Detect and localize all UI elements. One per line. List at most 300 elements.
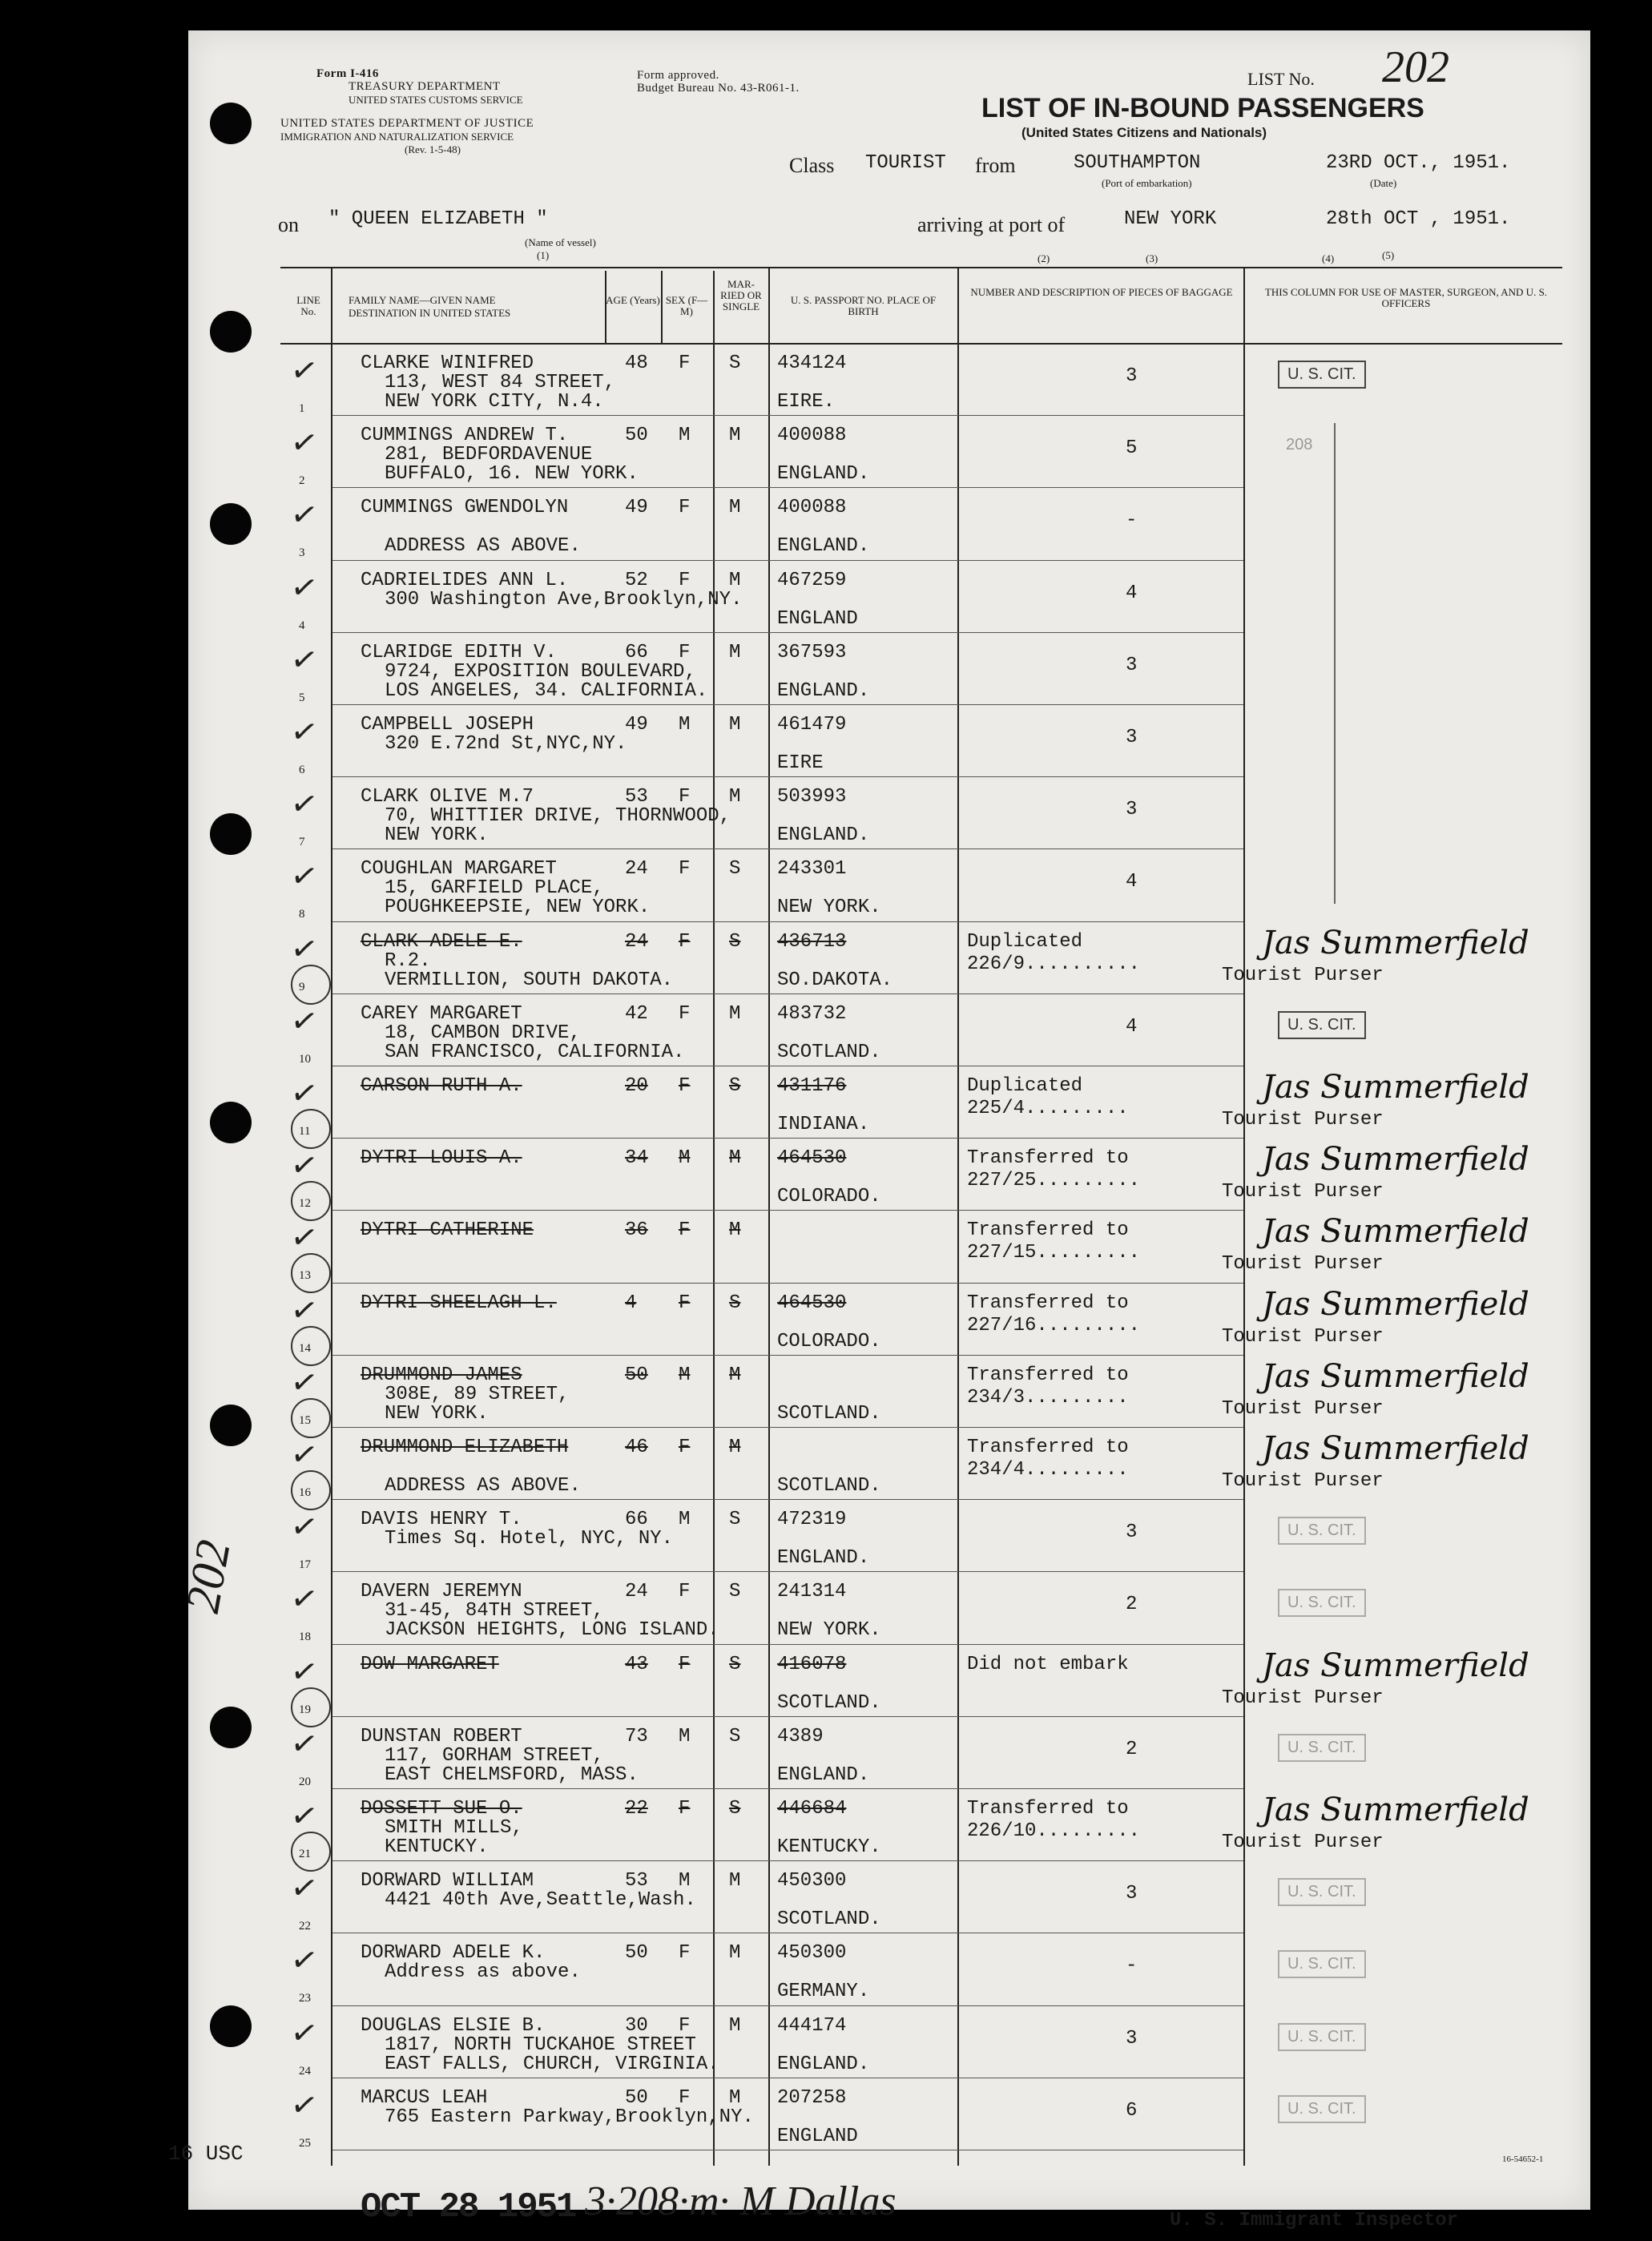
- marital-status: M: [729, 786, 741, 808]
- passport-number: 434124: [777, 353, 847, 374]
- check-mark: ✓: [288, 2013, 321, 2054]
- marital-status: S: [729, 1075, 741, 1097]
- address-line-1: 320 E.72nd St,NYC,NY.: [385, 733, 627, 755]
- row-rule: [332, 1644, 1243, 1645]
- place-of-birth: INDIANA.: [777, 1114, 870, 1135]
- justice-dept: UNITED STATES DEPARTMENT OF JUSTICE: [280, 117, 534, 130]
- date-label: (Date): [1370, 177, 1397, 189]
- purser-title: Tourist Purser: [1222, 1325, 1384, 1348]
- address-line-2: SAN FRANCISCO, CALIFORNIA.: [385, 1041, 685, 1063]
- line-number: 18: [299, 1630, 311, 1644]
- baggage-note: Duplicated 225/4.........: [967, 1075, 1129, 1119]
- passport-number: 431176: [777, 1075, 847, 1097]
- passenger-age: 43: [625, 1653, 648, 1675]
- place-of-birth: EIRE: [777, 752, 824, 774]
- place-of-birth: ENGLAND.: [777, 824, 870, 847]
- binder-hole: [210, 103, 252, 144]
- address-line-1: 70, WHITTIER DRIVE, THORNWOOD,: [385, 805, 731, 828]
- place-of-birth: SO.DAKOTA.: [777, 969, 893, 991]
- passenger-name: MARCUS LEAH: [361, 2086, 488, 2109]
- baggage-note: Transferred to 234/3.........: [967, 1364, 1129, 1409]
- baggage-count: 3: [1126, 654, 1138, 676]
- row-rule: [332, 1571, 1243, 1572]
- place-of-birth: SCOTLAND.: [777, 1691, 881, 1714]
- address-line-1: 4421 40th Ave,Seattle,Wash.: [385, 1889, 696, 1912]
- row-rule: [332, 1355, 1243, 1356]
- line-number: 3: [299, 546, 305, 560]
- binder-hole: [210, 503, 252, 545]
- col1-label: (1): [537, 249, 550, 261]
- passenger-sex: F: [679, 641, 691, 663]
- passenger-name: DYTRI CATHERINE: [361, 1219, 534, 1242]
- passenger-name: DAVERN JEREMYN: [361, 1581, 522, 1603]
- baggage-count: 4: [1126, 582, 1138, 604]
- address-line-2: POUGHKEEPSIE, NEW YORK.: [385, 897, 651, 919]
- arriving-label: arriving at port of: [917, 213, 1066, 236]
- purser-signature: Jas Summerfield: [1262, 1792, 1529, 1828]
- line-number: 25: [299, 2136, 311, 2150]
- passport-number: 400088: [777, 497, 847, 519]
- hdr-sex: SEX (F—M): [665, 294, 708, 317]
- hdr-col2: (2): [1038, 252, 1050, 264]
- col-rule: [605, 271, 606, 343]
- address-line-2: EAST FALLS, CHURCH, VIRGINIA.: [385, 2053, 719, 2075]
- page-subtitle: (United States Citizens and Nationals): [1021, 125, 1267, 140]
- row-rule: [332, 1499, 1243, 1500]
- line-number: 11: [299, 1125, 311, 1138]
- check-mark: ✓: [288, 1001, 321, 1042]
- place-of-birth: ENGLAND.: [777, 2053, 870, 2075]
- baggage-count: 2: [1126, 1594, 1138, 1616]
- hdr-col4: (4): [1322, 252, 1335, 264]
- place-of-birth: SCOTLAND.: [777, 1402, 881, 1425]
- check-mark: ✓: [288, 1217, 321, 1259]
- address-line-2: ADDRESS AS ABOVE.: [385, 535, 581, 558]
- passenger-sex: F: [679, 1292, 691, 1314]
- baggage-count: 2: [1126, 1738, 1138, 1760]
- baggage-note: Transferred to 227/16.........: [967, 1292, 1141, 1336]
- hdr-married: MAR-RIED OR SINGLE: [720, 278, 762, 312]
- row-rule: [332, 704, 1243, 705]
- passport-number: 436713: [777, 930, 847, 953]
- purser-title: Tourist Purser: [1222, 1397, 1384, 1420]
- passenger-age: 24: [625, 930, 648, 953]
- baggage-note: Transferred to 234/4.........: [967, 1437, 1129, 1481]
- class-label: Class: [789, 154, 835, 177]
- line-circle: [291, 1470, 331, 1510]
- passenger-age: 24: [625, 858, 648, 881]
- check-mark: ✓: [288, 567, 321, 609]
- line-number: 8: [299, 908, 305, 921]
- marital-status: M: [729, 1219, 741, 1242]
- purser-title: Tourist Purser: [1222, 964, 1384, 986]
- check-mark: ✓: [288, 784, 321, 825]
- us-cit-stamp: U. S. CIT.: [1278, 1950, 1366, 1978]
- baggage-note: Did not embark: [967, 1653, 1129, 1675]
- marital-status: M: [729, 2014, 741, 2037]
- binder-hole: [210, 1102, 252, 1143]
- address-line-1: 281, BEDFORDAVENUE: [385, 444, 593, 466]
- passport-number: 367593: [777, 641, 847, 663]
- address-line-2: ADDRESS AS ABOVE.: [385, 1475, 581, 1497]
- baggage-note: Transferred to 227/25.........: [967, 1147, 1141, 1192]
- passport-number: 243301: [777, 858, 847, 881]
- us-cit-stamp: U. S. CIT.: [1278, 2023, 1366, 2051]
- treasury-dept: TREASURY DEPARTMENT: [349, 80, 501, 93]
- check-mark: ✓: [288, 1651, 321, 1693]
- binder-hole: [210, 1405, 252, 1446]
- passenger-sex: F: [679, 497, 691, 519]
- margin-list-number: 202: [175, 1536, 240, 1617]
- arrival-stamp-date: OCT 28 1951: [361, 2187, 576, 2227]
- passenger-age: 30: [625, 2014, 648, 2037]
- line-number: 24: [299, 2064, 311, 2078]
- place-of-birth: ENGLAND.: [777, 535, 870, 558]
- place-of-birth: ENGLAND.: [777, 679, 870, 702]
- line-number: 7: [299, 836, 305, 849]
- check-mark: ✓: [288, 1145, 321, 1187]
- revision: (Rev. 1-5-48): [405, 143, 461, 155]
- passport-number: 461479: [777, 714, 847, 736]
- marital-status: S: [729, 1292, 741, 1314]
- line-number: 6: [299, 764, 305, 776]
- marital-status: M: [729, 569, 741, 591]
- address-line-2: NEW YORK.: [385, 824, 489, 847]
- place-of-birth: SCOTLAND.: [777, 1908, 881, 1931]
- row-rule: [332, 632, 1243, 633]
- passport-number: 444174: [777, 2014, 847, 2037]
- us-cit-stamp: U. S. CIT.: [1278, 1734, 1366, 1762]
- passenger-name: CARSON RUTH A.: [361, 1075, 522, 1097]
- line-number: 17: [299, 1558, 311, 1572]
- passenger-age: 42: [625, 1002, 648, 1025]
- place-of-birth: EIRE.: [777, 391, 836, 413]
- passenger-sex: F: [679, 2086, 691, 2109]
- passenger-age: 50: [625, 1942, 648, 1965]
- passenger-name: CADRIELIDES ANN L.: [361, 569, 569, 591]
- baggage-count: 4: [1126, 1015, 1138, 1038]
- address-line-1: Address as above.: [385, 1961, 581, 1984]
- line-number: 14: [299, 1341, 311, 1355]
- place-of-birth: ENGLAND: [777, 2125, 858, 2147]
- check-mark: ✓: [288, 1362, 321, 1404]
- row-rule: [332, 1138, 1243, 1139]
- passport-number: 207258: [777, 2086, 847, 2109]
- form-code: 16-54652-1: [1502, 2154, 1544, 2164]
- on-label: on: [278, 213, 299, 236]
- binder-hole: [210, 2005, 252, 2047]
- place-of-birth: NEW YORK.: [777, 897, 881, 919]
- line-number: 22: [299, 1920, 311, 1933]
- col5-label: (5): [1382, 249, 1395, 261]
- passenger-name: DYTRI SHEELAGH L.: [361, 1292, 557, 1314]
- baggage-note: Duplicated 226/9..........: [967, 930, 1141, 975]
- passenger-name: DOW MARGARET: [361, 1653, 499, 1675]
- passenger-name: DUNSTAN ROBERT: [361, 1725, 522, 1747]
- line-circle: [291, 1326, 331, 1366]
- purser-title: Tourist Purser: [1222, 1832, 1384, 1853]
- passenger-sex: M: [679, 425, 691, 447]
- passport-number: 467259: [777, 569, 847, 591]
- place-of-birth: ENGLAND: [777, 607, 858, 630]
- check-mark: ✓: [288, 422, 321, 464]
- baggage-count: -: [1126, 1955, 1138, 1977]
- purser-signature: Jas Summerfield: [1262, 1213, 1529, 1251]
- manifest-page: [168, 30, 1590, 2231]
- line-number: 13: [299, 1269, 311, 1283]
- address-line-1: 300 Washington Ave,Brooklyn,NY.: [385, 588, 743, 611]
- passenger-age: 4: [625, 1292, 637, 1314]
- purser-title: Tourist Purser: [1222, 1470, 1384, 1492]
- marital-status: M: [729, 1002, 741, 1025]
- col-rule: [713, 271, 715, 2166]
- inspector-title: U. S. Immigrant Inspector: [1170, 2210, 1459, 2231]
- address-line-2: EAST CHELMSFORD, MASS.: [385, 1763, 639, 1786]
- check-mark: ✓: [288, 856, 321, 897]
- embark-label: (Port of embarkation): [1102, 177, 1192, 189]
- check-mark: ✓: [288, 929, 321, 970]
- purser-title: Tourist Purser: [1222, 1109, 1384, 1131]
- place-of-birth: COLORADO.: [777, 1330, 881, 1352]
- address-line-2: JACKSON HEIGHTS, LONG ISLAND.: [385, 1619, 719, 1642]
- address-line-1: 117, GORHAM STREET,: [385, 1744, 604, 1767]
- passenger-age: 52: [625, 569, 648, 591]
- passenger-sex: F: [679, 1002, 691, 1025]
- passport-number: 241314: [777, 1581, 847, 1603]
- marital-status: S: [729, 858, 741, 881]
- address-line-2: KENTUCKY.: [385, 1836, 489, 1858]
- place-of-birth: ENGLAND.: [777, 1763, 870, 1786]
- passenger-sex: M: [679, 1147, 691, 1170]
- binder-hole: [210, 311, 252, 353]
- place-of-birth: ENGLAND.: [777, 463, 870, 486]
- purser-signature: Jas Summerfield: [1262, 1357, 1529, 1395]
- passenger-sex: F: [679, 569, 691, 591]
- usc-code: 16 USC: [168, 2142, 244, 2166]
- passenger-age: 53: [625, 1870, 648, 1892]
- check-mark: ✓: [288, 1868, 321, 1909]
- check-mark: ✓: [288, 1073, 321, 1114]
- passenger-age: 36: [625, 1219, 648, 1242]
- row-rule: [332, 1210, 1243, 1211]
- passenger-sex: F: [679, 1437, 691, 1458]
- passenger-age: 50: [625, 1364, 648, 1386]
- passenger-age: 50: [625, 425, 648, 447]
- marital-status: M: [729, 1870, 741, 1892]
- hdr-col3: (3): [1146, 252, 1158, 264]
- passenger-sex: M: [679, 1364, 691, 1386]
- line-circle: [291, 1181, 331, 1221]
- arrival-date: 28th OCT , 1951.: [1326, 208, 1511, 230]
- row-rule: [332, 560, 1243, 561]
- line-number: 4: [299, 619, 305, 632]
- marital-status: S: [729, 1798, 741, 1820]
- marital-status: S: [729, 1653, 741, 1675]
- place-of-birth: ENGLAND.: [777, 1547, 870, 1570]
- row-rule: [332, 1716, 1243, 1717]
- passport-number: 503993: [777, 786, 847, 808]
- passenger-age: 49: [625, 497, 648, 519]
- passenger-name: CLARIDGE EDITH V.: [361, 641, 557, 663]
- address-line-2: NEW YORK CITY, N.4.: [385, 391, 604, 413]
- address-line-1: 31-45, 84TH STREET,: [385, 1600, 604, 1622]
- col-rule: [1243, 267, 1245, 2166]
- hdr-passport: U. S. PASSPORT NO. PLACE OF BIRTH: [790, 294, 937, 317]
- customs-service: UNITED STATES CUSTOMS SERVICE: [349, 94, 523, 106]
- passenger-name: CLARKE WINIFRED: [361, 353, 534, 374]
- row-rule: [332, 848, 1243, 849]
- baggage-count: 3: [1126, 2027, 1138, 2050]
- marital-status: M: [729, 425, 741, 447]
- passenger-sex: F: [679, 2014, 691, 2037]
- place-of-birth: GERMANY.: [777, 1981, 870, 2003]
- col-rule: [331, 267, 332, 2166]
- passenger-age: 20: [625, 1075, 648, 1097]
- address-line-1: 765 Eastern Parkway,Brooklyn,NY.: [385, 2106, 754, 2128]
- passport-number: 464530: [777, 1147, 847, 1170]
- line-number: 16: [299, 1486, 311, 1499]
- passenger-age: 22: [625, 1798, 648, 1820]
- purser-signature: Jas Summerfield: [1262, 1141, 1529, 1179]
- vessel-label: (Name of vessel): [525, 236, 596, 248]
- from-label: from: [975, 154, 1016, 177]
- baggage-note: Transferred to 226/10.........: [967, 1798, 1141, 1842]
- baggage-count: 3: [1126, 1522, 1138, 1544]
- purser-signature: Jas Summerfield: [1262, 1646, 1529, 1684]
- line-circle: [291, 1398, 331, 1438]
- marital-status: S: [729, 1725, 741, 1747]
- passport-number: 400088: [777, 425, 847, 447]
- purser-title: Tourist Purser: [1222, 1687, 1384, 1709]
- row-rule: [332, 1427, 1243, 1428]
- line-circle: [291, 1832, 331, 1872]
- marital-status: M: [729, 714, 741, 736]
- embark-date: 23RD OCT., 1951.: [1326, 152, 1511, 174]
- hdr-line-no: LINE No.: [296, 294, 320, 317]
- passport-number: 450300: [777, 1942, 847, 1965]
- place-of-birth: SCOTLAND.: [777, 1041, 881, 1063]
- passport-number: 483732: [777, 1002, 847, 1025]
- passenger-name: CUMMINGS ANDREW T.: [361, 425, 569, 447]
- passport-number: 472319: [777, 1509, 847, 1531]
- form-number: Form I-416: [316, 67, 379, 80]
- passenger-name: COUGHLAN MARGARET: [361, 858, 557, 881]
- marital-status: M: [729, 2086, 741, 2109]
- address-line-1: 1817, NORTH TUCKAHOE STREET: [385, 2033, 696, 2056]
- list-no-value: 202: [1382, 42, 1449, 92]
- us-cit-stamp: U. S. CIT.: [1278, 1011, 1366, 1039]
- col-rule: [768, 267, 770, 2166]
- passenger-sex: M: [679, 1509, 691, 1531]
- table-top-rule: [280, 267, 1562, 268]
- line-number: 23: [299, 1992, 311, 2005]
- passenger-age: 48: [625, 353, 648, 374]
- purser-signature: Jas Summerfield: [1262, 924, 1529, 961]
- passenger-name: CAREY MARGARET: [361, 1002, 522, 1025]
- hdr-age: AGE (Years): [606, 294, 660, 306]
- check-mark: ✓: [288, 1578, 321, 1620]
- passenger-age: 53: [625, 786, 648, 808]
- class-value: TOURIST: [865, 152, 946, 174]
- line-number: 2: [299, 474, 305, 488]
- address-line-1: 113, WEST 84 STREET,: [385, 372, 616, 393]
- row-rule: [332, 921, 1243, 922]
- check-mark: ✓: [288, 711, 321, 753]
- passenger-age: 34: [625, 1147, 648, 1170]
- marital-status: M: [729, 1437, 741, 1458]
- purser-signature: Jas Summerfield: [1262, 1069, 1529, 1106]
- passenger-sex: F: [679, 930, 691, 953]
- passport-number: 446684: [777, 1798, 847, 1820]
- line-circle: [291, 1687, 331, 1727]
- purser-title: Tourist Purser: [1222, 1253, 1384, 1276]
- purser-signature: Jas Summerfield: [1262, 1430, 1529, 1467]
- passport-number: 450300: [777, 1870, 847, 1892]
- passenger-name: DOUGLAS ELSIE B.: [361, 2014, 546, 2037]
- pencil-stroke: [1334, 423, 1336, 904]
- baggage-count: -: [1126, 510, 1138, 532]
- check-mark: ✓: [288, 1940, 321, 1981]
- row-rule: [332, 2005, 1243, 2006]
- passenger-sex: F: [679, 1075, 691, 1097]
- us-cit-stamp: U. S. CIT.: [1278, 2095, 1366, 2123]
- address-line-1: 15, GARFIELD PLACE,: [385, 877, 604, 900]
- us-cit-stamp: 208: [1286, 436, 1313, 454]
- us-cit-stamp: U. S. CIT.: [1278, 361, 1366, 389]
- marital-status: S: [729, 353, 741, 374]
- passenger-name: CLARK ADELE E.: [361, 930, 522, 953]
- address-line-1: SMITH MILLS,: [385, 1817, 523, 1839]
- marital-status: S: [729, 1509, 741, 1531]
- marital-status: M: [729, 497, 741, 519]
- baggage-note: Transferred to 227/15.........: [967, 1219, 1141, 1264]
- address-line-1: 18, CAMBON DRIVE,: [385, 1022, 581, 1044]
- place-of-birth: KENTUCKY.: [777, 1836, 881, 1858]
- address-line-2: LOS ANGELES, 34. CALIFORNIA.: [385, 679, 708, 702]
- line-number: 5: [299, 691, 305, 704]
- baggage-count: 5: [1126, 437, 1138, 460]
- passenger-name: DAVIS HENRY T.: [361, 1509, 522, 1531]
- vessel-name: " QUEEN ELIZABETH ": [328, 208, 548, 230]
- check-mark: ✓: [288, 1723, 321, 1765]
- embark-port: SOUTHAMPTON: [1074, 152, 1201, 174]
- passenger-sex: F: [679, 858, 691, 881]
- row-rule: [332, 1860, 1243, 1861]
- address-line-1: R.2.: [385, 949, 431, 972]
- passenger-age: 24: [625, 1581, 648, 1603]
- marital-status: M: [729, 1147, 741, 1170]
- passport-number: 464530: [777, 1292, 847, 1314]
- passenger-sex: M: [679, 714, 691, 736]
- check-mark: ✓: [288, 1290, 321, 1332]
- marital-status: M: [729, 1942, 741, 1965]
- passenger-sex: F: [679, 1219, 691, 1242]
- line-number: 1: [299, 402, 305, 415]
- purser-title: Tourist Purser: [1222, 1181, 1384, 1203]
- hdr-baggage: NUMBER AND DESCRIPTION OF PIECES OF BAGGAGE: [970, 286, 1233, 298]
- hdr-officers: THIS COLUMN FOR USE OF MASTER, SURGEON, AND U. S. OFFICERS: [1264, 286, 1548, 309]
- binder-hole: [210, 813, 252, 855]
- passenger-age: 50: [625, 2086, 648, 2109]
- place-of-birth: NEW YORK.: [777, 1619, 881, 1642]
- passenger-name: CAMPBELL JOSEPH: [361, 714, 534, 736]
- address-line-1: Times Sq. Hotel, NYC, NY.: [385, 1528, 674, 1550]
- budget-bureau: Budget Bureau No. 43-R061-1.: [637, 82, 800, 95]
- passenger-age: 49: [625, 714, 648, 736]
- passport-number: 4389: [777, 1725, 824, 1747]
- line-number: 12: [299, 1197, 311, 1211]
- baggage-count: 3: [1126, 1883, 1138, 1905]
